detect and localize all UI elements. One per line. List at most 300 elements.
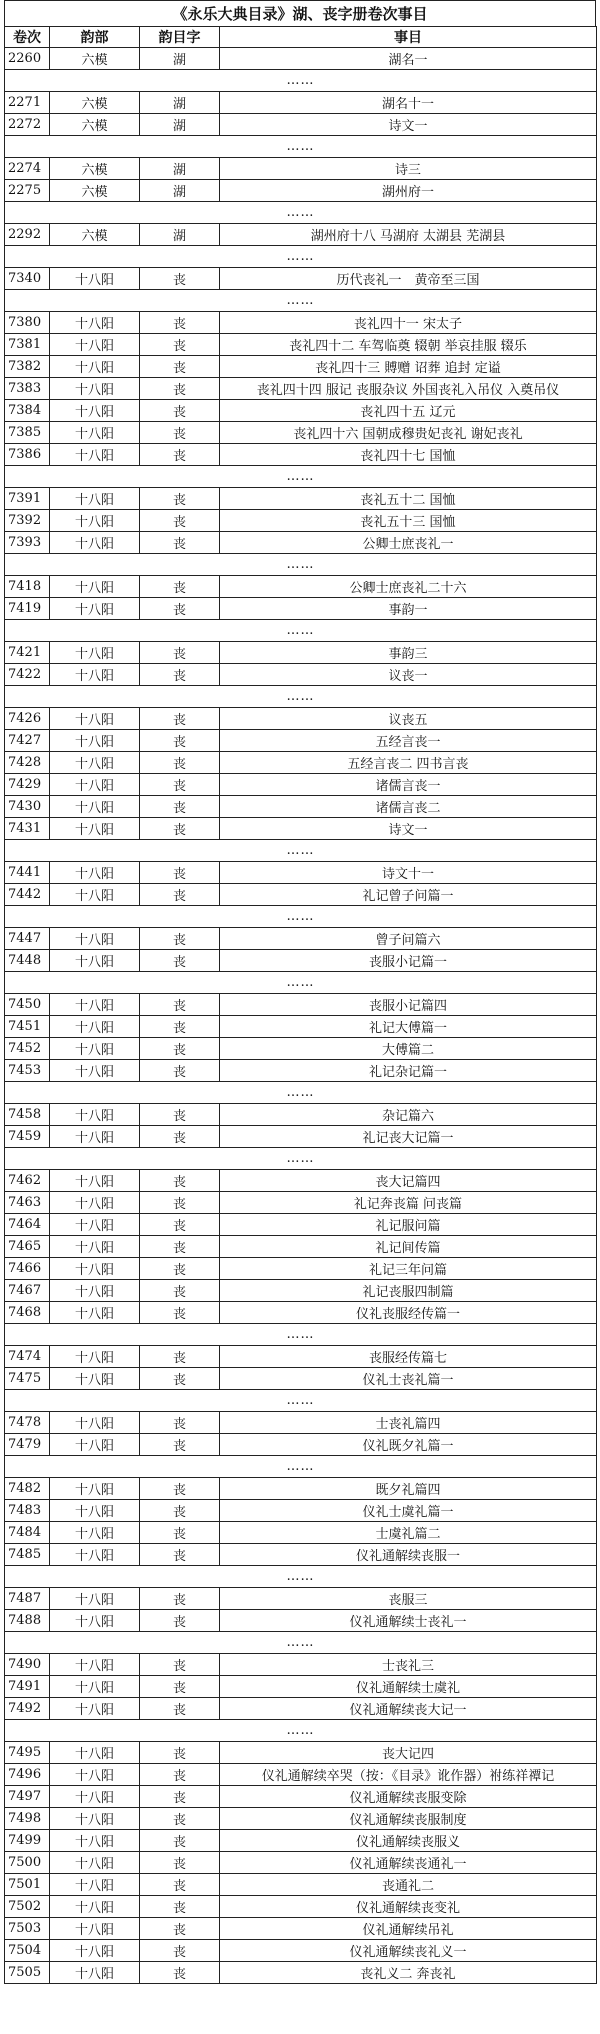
ellipsis-row [5,246,597,268]
topic-cell: 历代丧礼一 黄帝至三国 [220,268,597,290]
topic-cell: 仪礼通解续丧变礼 [220,1896,597,1918]
rhyme-char-cell: 丧 [140,334,220,356]
table-row [5,1742,597,1764]
table-row [5,1940,597,1962]
rhyme-group-cell: 十八阳 [50,664,140,686]
topic-cell: 礼记丧大记篇一 [220,1126,597,1148]
volume-cell: 7488 [5,1610,50,1632]
ellipsis-cell: …… [5,906,597,928]
rhyme-char-cell: 丧 [140,1104,220,1126]
topic-cell: 事韵一 [220,598,597,620]
ellipsis-row [5,620,597,642]
ellipsis-row [5,1720,597,1742]
table-row [5,664,597,686]
volume-cell: 7468 [5,1302,50,1324]
header-topic: 事目 [220,27,597,48]
volume-cell: 2260 [5,48,50,70]
topic-cell: 仪礼通解续丧礼义一 [220,1940,597,1962]
ellipsis-cell: …… [5,1566,597,1588]
topic-cell: 诸儒言丧一 [220,774,597,796]
topic-cell: 仪礼通解续吊礼 [220,1918,597,1940]
topic-cell: 曾子问篇六 [220,928,597,950]
ellipsis-row [5,1390,597,1412]
rhyme-group-cell: 十八阳 [50,510,140,532]
rhyme-group-cell: 十八阳 [50,1588,140,1610]
rhyme-char-cell: 丧 [140,1918,220,1940]
table-row [5,1830,597,1852]
volume-cell: 7448 [5,950,50,972]
rhyme-char-cell: 丧 [140,818,220,840]
topic-cell: 仪礼通解续士丧礼一 [220,1610,597,1632]
table-row [5,1016,597,1038]
volume-cell: 7502 [5,1896,50,1918]
rhyme-group-cell: 六模 [50,48,140,70]
rhyme-char-cell: 湖 [140,48,220,70]
rhyme-group-cell: 十八阳 [50,1742,140,1764]
rhyme-group-cell: 十八阳 [50,994,140,1016]
topic-cell: 仪礼士虞礼篇一 [220,1500,597,1522]
topic-cell: 丧服经传篇七 [220,1346,597,1368]
volume-cell: 7384 [5,400,50,422]
rhyme-char-cell: 丧 [140,1038,220,1060]
rhyme-group-cell: 十八阳 [50,1192,140,1214]
volume-cell: 7382 [5,356,50,378]
volume-cell: 7418 [5,576,50,598]
rhyme-group-cell: 十八阳 [50,312,140,334]
table-row [5,576,597,598]
table-row [5,92,597,114]
table-row [5,1962,597,1984]
volume-cell: 7441 [5,862,50,884]
volume-cell: 7380 [5,312,50,334]
table-row [5,334,597,356]
rhyme-char-cell: 丧 [140,444,220,466]
rhyme-char-cell: 丧 [140,1830,220,1852]
ellipsis-row [5,466,597,488]
topic-cell: 既夕礼篇四 [220,1478,597,1500]
rhyme-char-cell: 湖 [140,114,220,136]
topic-cell: 丧礼四十三 賻赠 诏葬 追封 定谥 [220,356,597,378]
volume-cell: 7340 [5,268,50,290]
topic-cell: 仪礼通解续丧服制度 [220,1808,597,1830]
rhyme-char-cell: 丧 [140,1742,220,1764]
volume-cell: 7478 [5,1412,50,1434]
rhyme-char-cell: 丧 [140,1940,220,1962]
topic-cell: 礼记奔丧篇 问丧篇 [220,1192,597,1214]
ellipsis-row [5,136,597,158]
rhyme-group-cell: 六模 [50,180,140,202]
rhyme-char-cell: 丧 [140,1808,220,1830]
volume-cell: 7428 [5,752,50,774]
volume-cell: 7487 [5,1588,50,1610]
rhyme-char-cell: 丧 [140,1280,220,1302]
volume-cell: 7474 [5,1346,50,1368]
table-row [5,1258,597,1280]
rhyme-char-cell: 丧 [140,1962,220,1984]
rhyme-char-cell: 丧 [140,862,220,884]
table-row [5,268,597,290]
topic-cell: 议丧五 [220,708,597,730]
ellipsis-row [5,290,597,312]
topic-cell: 丧通礼二 [220,1874,597,1896]
rhyme-char-cell: 丧 [140,884,220,906]
topic-cell: 五经言丧一 [220,730,597,752]
topic-cell: 公卿士庶丧礼一 [220,532,597,554]
rhyme-group-cell: 十八阳 [50,1764,140,1786]
table-row [5,994,597,1016]
rhyme-group-cell: 十八阳 [50,1808,140,1830]
topic-cell: 士丧礼三 [220,1654,597,1676]
volume-cell: 7459 [5,1126,50,1148]
rhyme-char-cell: 丧 [140,1478,220,1500]
rhyme-group-cell: 十八阳 [50,796,140,818]
volume-cell: 7479 [5,1434,50,1456]
rhyme-char-cell: 丧 [140,1434,220,1456]
rhyme-char-cell: 丧 [140,1698,220,1720]
ellipsis-cell: …… [5,972,597,994]
topic-cell: 丧礼四十四 服记 丧服杂议 外国丧礼入吊仪 入奠吊仪 [220,378,597,400]
rhyme-group-cell: 十八阳 [50,818,140,840]
ellipsis-cell: …… [5,620,597,642]
rhyme-group-cell: 十八阳 [50,884,140,906]
rhyme-group-cell: 十八阳 [50,1786,140,1808]
rhyme-group-cell: 十八阳 [50,1302,140,1324]
volume-cell: 7383 [5,378,50,400]
rhyme-char-cell: 丧 [140,1126,220,1148]
volume-cell: 7386 [5,444,50,466]
volume-cell: 7499 [5,1830,50,1852]
table-row [5,532,597,554]
volume-cell: 7421 [5,642,50,664]
rhyme-char-cell: 丧 [140,1236,220,1258]
rhyme-group-cell: 十八阳 [50,444,140,466]
table-row [5,928,597,950]
topic-cell: 丧礼四十六 国朝成穆贵妃丧礼 谢妃丧礼 [220,422,597,444]
topic-cell: 丧服三 [220,1588,597,1610]
volume-cell: 7451 [5,1016,50,1038]
rhyme-group-cell: 十八阳 [50,1280,140,1302]
ellipsis-row [5,1148,597,1170]
rhyme-group-cell: 十八阳 [50,1236,140,1258]
rhyme-char-cell: 丧 [140,664,220,686]
topic-cell: 杂记篇六 [220,1104,597,1126]
table-row [5,444,597,466]
ellipsis-cell: …… [5,1082,597,1104]
volume-cell: 7475 [5,1368,50,1390]
rhyme-group-cell: 十八阳 [50,400,140,422]
table-row [5,422,597,444]
topic-cell: 礼记丧服四制篇 [220,1280,597,1302]
rhyme-char-cell: 丧 [140,1544,220,1566]
rhyme-char-cell: 丧 [140,1368,220,1390]
table-row [5,1852,597,1874]
topic-cell: 仪礼通解续丧通礼一 [220,1852,597,1874]
table-row [5,1808,597,1830]
table-row [5,862,597,884]
rhyme-char-cell: 丧 [140,1610,220,1632]
volume-cell: 7482 [5,1478,50,1500]
topic-cell: 五经言丧二 四书言丧 [220,752,597,774]
rhyme-char-cell: 丧 [140,378,220,400]
rhyme-group-cell: 十八阳 [50,1038,140,1060]
rhyme-char-cell: 丧 [140,1852,220,1874]
rhyme-char-cell: 丧 [140,422,220,444]
rhyme-char-cell: 丧 [140,642,220,664]
volume-cell: 7385 [5,422,50,444]
rhyme-char-cell: 丧 [140,1654,220,1676]
topic-cell: 仪礼士丧礼篇一 [220,1368,597,1390]
table-row [5,1038,597,1060]
table-row [5,180,597,202]
topic-cell: 丧服小记篇四 [220,994,597,1016]
rhyme-char-cell: 丧 [140,1764,220,1786]
ellipsis-row [5,1082,597,1104]
rhyme-char-cell: 丧 [140,1412,220,1434]
table-row [5,1764,597,1786]
volume-cell: 7492 [5,1698,50,1720]
topic-cell: 丧服小记篇一 [220,950,597,972]
table-row [5,1434,597,1456]
rhyme-char-cell: 丧 [140,268,220,290]
topic-cell: 丧大记篇四 [220,1170,597,1192]
table-row [5,774,597,796]
rhyme-group-cell: 十八阳 [50,1346,140,1368]
ellipsis-cell: …… [5,1390,597,1412]
rhyme-group-cell: 十八阳 [50,378,140,400]
volume-cell: 7458 [5,1104,50,1126]
table-row [5,884,597,906]
table-row [5,1280,597,1302]
rhyme-group-cell: 六模 [50,114,140,136]
ellipsis-cell: …… [5,1324,597,1346]
rhyme-group-cell: 十八阳 [50,488,140,510]
rhyme-group-cell: 十八阳 [50,928,140,950]
ellipsis-row [5,1456,597,1478]
volume-cell: 7447 [5,928,50,950]
table-row [5,1676,597,1698]
ellipsis-row [5,202,597,224]
volume-cell: 7431 [5,818,50,840]
ellipsis-cell: …… [5,1456,597,1478]
rhyme-char-cell: 湖 [140,224,220,246]
volume-cell: 7496 [5,1764,50,1786]
volume-cell: 7450 [5,994,50,1016]
table-row [5,1610,597,1632]
rhyme-group-cell: 十八阳 [50,1214,140,1236]
rhyme-group-cell: 十八阳 [50,1258,140,1280]
rhyme-char-cell: 丧 [140,1302,220,1324]
ellipsis-row [5,1566,597,1588]
rhyme-group-cell: 十八阳 [50,1060,140,1082]
rhyme-char-cell: 丧 [140,312,220,334]
volume-cell: 7442 [5,884,50,906]
rhyme-char-cell: 丧 [140,532,220,554]
rhyme-group-cell: 十八阳 [50,422,140,444]
topic-cell: 议丧一 [220,664,597,686]
volume-cell: 7419 [5,598,50,620]
rhyme-char-cell: 湖 [140,180,220,202]
ellipsis-row [5,1632,597,1654]
rhyme-group-cell: 十八阳 [50,752,140,774]
volume-cell: 7426 [5,708,50,730]
table-row [5,1874,597,1896]
volume-cell: 7464 [5,1214,50,1236]
rhyme-group-cell: 十八阳 [50,576,140,598]
topic-cell: 事韵三 [220,642,597,664]
catalog-table [4,26,597,1984]
rhyme-char-cell: 丧 [140,598,220,620]
volume-cell: 7495 [5,1742,50,1764]
rhyme-group-cell: 六模 [50,92,140,114]
table-row [5,730,597,752]
volume-cell: 7427 [5,730,50,752]
table-row [5,796,597,818]
volume-cell: 7503 [5,1918,50,1940]
volume-cell: 7484 [5,1522,50,1544]
topic-cell: 仪礼丧服经传篇一 [220,1302,597,1324]
topic-cell: 仪礼通解续丧服义 [220,1830,597,1852]
rhyme-group-cell: 六模 [50,224,140,246]
rhyme-group-cell: 十八阳 [50,1126,140,1148]
table-row [5,1544,597,1566]
volume-cell: 2274 [5,158,50,180]
volume-cell: 2292 [5,224,50,246]
ellipsis-row [5,554,597,576]
table-row [5,1500,597,1522]
rhyme-char-cell: 丧 [140,1258,220,1280]
table-row [5,1588,597,1610]
topic-cell: 礼记大傅篇一 [220,1016,597,1038]
table-row [5,1522,597,1544]
topic-cell: 仪礼通解续丧大记一 [220,1698,597,1720]
volume-cell: 7463 [5,1192,50,1214]
rhyme-char-cell: 丧 [140,1896,220,1918]
rhyme-group-cell: 十八阳 [50,268,140,290]
rhyme-group-cell: 十八阳 [50,1016,140,1038]
volume-cell: 7429 [5,774,50,796]
rhyme-group-cell: 六模 [50,158,140,180]
table-row [5,1918,597,1940]
rhyme-char-cell: 丧 [140,1874,220,1896]
ellipsis-cell: …… [5,686,597,708]
rhyme-char-cell: 丧 [140,796,220,818]
rhyme-group-cell: 十八阳 [50,774,140,796]
rhyme-group-cell: 十八阳 [50,642,140,664]
rhyme-char-cell: 丧 [140,1192,220,1214]
rhyme-char-cell: 丧 [140,510,220,532]
rhyme-group-cell: 十八阳 [50,730,140,752]
table-row [5,950,597,972]
volume-cell: 7430 [5,796,50,818]
topic-cell: 礼记间传篇 [220,1236,597,1258]
rhyme-char-cell: 丧 [140,730,220,752]
rhyme-char-cell: 丧 [140,928,220,950]
table-row [5,1170,597,1192]
table-row [5,158,597,180]
topic-cell: 士虞礼篇二 [220,1522,597,1544]
rhyme-group-cell: 十八阳 [50,1104,140,1126]
topic-cell: 诗文一 [220,818,597,840]
volume-cell: 7462 [5,1170,50,1192]
table-row [5,114,597,136]
table-row [5,400,597,422]
volume-cell: 7452 [5,1038,50,1060]
topic-cell: 仪礼通解续卒哭（按：《目录》讹作器）祔练祥禫记 [220,1764,597,1786]
ellipsis-cell: …… [5,1148,597,1170]
rhyme-group-cell: 十八阳 [50,1522,140,1544]
volume-cell: 7466 [5,1258,50,1280]
rhyme-group-cell: 十八阳 [50,1918,140,1940]
rhyme-char-cell: 丧 [140,1346,220,1368]
rhyme-group-cell: 十八阳 [50,1500,140,1522]
rhyme-char-cell: 丧 [140,752,220,774]
table-row [5,312,597,334]
rhyme-group-cell: 十八阳 [50,1368,140,1390]
rhyme-char-cell: 丧 [140,1588,220,1610]
ellipsis-cell: …… [5,1720,597,1742]
table-row [5,1126,597,1148]
table-row [5,224,597,246]
header-row [5,27,597,48]
topic-cell: 丧大记四 [220,1742,597,1764]
rhyme-char-cell: 丧 [140,994,220,1016]
rhyme-group-cell: 十八阳 [50,708,140,730]
topic-cell: 礼记服问篇 [220,1214,597,1236]
volume-cell: 7497 [5,1786,50,1808]
header-rhyme-group: 韵部 [50,27,140,48]
ellipsis-cell: …… [5,466,597,488]
table-row [5,488,597,510]
rhyme-char-cell: 丧 [140,950,220,972]
rhyme-group-cell: 十八阳 [50,950,140,972]
topic-cell: 仪礼既夕礼篇一 [220,1434,597,1456]
rhyme-char-cell: 丧 [140,774,220,796]
topic-cell: 诗三 [220,158,597,180]
table-row [5,1654,597,1676]
ellipsis-cell: …… [5,70,597,92]
rhyme-group-cell: 十八阳 [50,1676,140,1698]
ellipsis-cell: …… [5,246,597,268]
topic-cell: 礼记曾子问篇一 [220,884,597,906]
rhyme-char-cell: 丧 [140,708,220,730]
rhyme-group-cell: 十八阳 [50,334,140,356]
rhyme-group-cell: 十八阳 [50,1544,140,1566]
volume-cell: 7465 [5,1236,50,1258]
volume-cell: 7500 [5,1852,50,1874]
ellipsis-cell: …… [5,202,597,224]
rhyme-char-cell: 丧 [140,1786,220,1808]
rhyme-group-cell: 十八阳 [50,1434,140,1456]
topic-cell: 湖州府一 [220,180,597,202]
ellipsis-row [5,1324,597,1346]
rhyme-group-cell: 十八阳 [50,1412,140,1434]
table-row [5,48,597,70]
volume-cell: 7392 [5,510,50,532]
rhyme-group-cell: 十八阳 [50,598,140,620]
topic-cell: 丧礼四十五 辽元 [220,400,597,422]
table-row [5,708,597,730]
rhyme-group-cell: 十八阳 [50,1478,140,1500]
rhyme-group-cell: 十八阳 [50,1830,140,1852]
topic-cell: 诸儒言丧二 [220,796,597,818]
volume-cell: 7490 [5,1654,50,1676]
rhyme-group-cell: 十八阳 [50,1610,140,1632]
volume-cell: 7483 [5,1500,50,1522]
table-row [5,1060,597,1082]
topic-cell: 丧礼五十二 国恤 [220,488,597,510]
table-row [5,1214,597,1236]
topic-cell: 诗文十一 [220,862,597,884]
